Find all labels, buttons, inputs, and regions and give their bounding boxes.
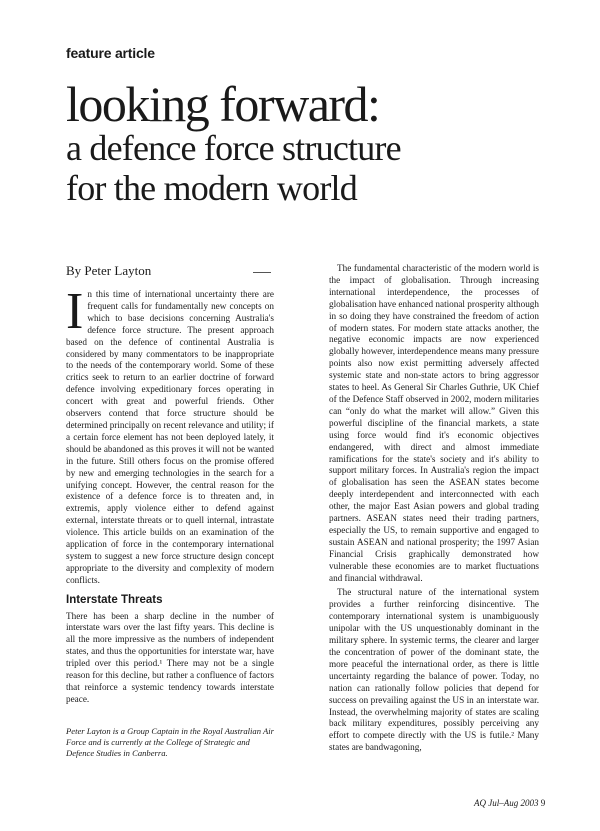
section-kicker: feature article: [66, 45, 155, 61]
footer-publication: AQ: [474, 798, 486, 808]
title-line-2: a defence force structure: [66, 128, 401, 168]
body-paragraph: There has been a sharp decline in the number of interstate wars over the last fifty years. This decline is all the more impressive as the numbers of independent states, and thus the opportunities for interstate war, have tripled over this period.¹ There may not be a single reason for this decline, but rather a confluence of factors that reinforce a systemic tendency towards interstate peace.: [66, 610, 274, 704]
drop-cap: I: [66, 283, 84, 340]
page-number: 9: [540, 798, 546, 808]
article-title: [66, 76, 566, 208]
body-paragraph: The fundamental characteristic of the modern world is the impact of globalisation. Through increasing international interdependence, the processes of globalisation have enhanced national prosperity although in so doing they have constrained the freedom of action of modern states. For modern state attacks another, the negative economic impacts are now experienced globally however, interdependence means many pressure points also now exist permitting adversely affected systemic state and non-state actors to bring aggressor states to heel. As General Sir Charles Guthrie, UK Chief of the Defence Staff observed in 2002, modern militaries can “only do what the market will allow.” Given this powerful discipline of the financial markets, a state using force would find it's economic objectives endangered, with direct and almost immediate ramifications for the state's society and it's ability to support military forces. In Australia's region the impact of globalisation has seen the ASEAN states become deeply interdependent and interconnected with each other, the major East Asian powers and global trading partners. ASEAN states need their trading partners, especially the US, to remain supportive and engaged to sustain ASEAN and national prosperity; the 1997 Asian Financial Crisis graphically demonstrated how vulnerable these economies are to market fluctuations and financial withdrawal.: [329, 263, 539, 583]
intro-text: n this time of international uncertainty there are frequent calls for fundamentally new concepts on which to base decisions concerning Australia's defence force structure. The present approach based on the defence of continental Australia is considered by many commentators to be inappropriate to the needs of the contemporary world. Some of these critics seek to return to an earlier doctrine of forward defence involving expeditionary forces operating in concert with great and powerful friends. Other observers contend that force structure should be determined principally on recent relevance and utility; if a certain force element has not been deployed lately, it should be abandoned as this proves it will not be wanted in the future. Still others focus on the promise offered by new and emerging technologies in the search for a unifying concept. However, the central reason for the existence of a defence force is to threaten and, in extremis, apply violence either to defend against external, interstate threats or to quell internal, intrastate violence. This article builds on an examination of the application of force in the contemporary international system to suggest a new force structure design concept appropriate to the diversity and complexity of modern conflicts.: [66, 289, 274, 585]
author-bio: Peter Layton is a Group Captain in the Royal Australian Air Force and is currently at the College of Strategic and Defence Studies in Canberra.: [66, 725, 274, 758]
right-column: [329, 263, 539, 757]
footer-issue: Jul–Aug 2003: [488, 798, 539, 808]
left-column: [66, 283, 274, 759]
intro-paragraph: [66, 283, 274, 587]
body-paragraph: The structural nature of the international system provides a further reinforcing disincentive. The contemporary international system is unambiguously unipolar with the US unquestionably dominant in the military sphere. In systemic terms, the clearer and larger the concentration of power of the dominant state, the more peaceful the international order, as there is little uncertainty regarding the balance of power. Today, no nation can rationally follow policies that depend for success on prevailing against the US in an interstate war. Instead, the overwhelming majority of states are scaling back military expenditures, possibly perceiving any effort to compete directly with the US is futile.² Many states are bandwagoning,: [329, 587, 539, 753]
title-line-1: looking forward:: [66, 76, 380, 132]
byline-rule: [253, 272, 271, 273]
section-heading: Interstate Threats: [66, 593, 163, 606]
page-footer: [474, 798, 545, 808]
title-line-3: for the modern world: [66, 168, 357, 208]
byline: By Peter Layton: [66, 263, 152, 278]
